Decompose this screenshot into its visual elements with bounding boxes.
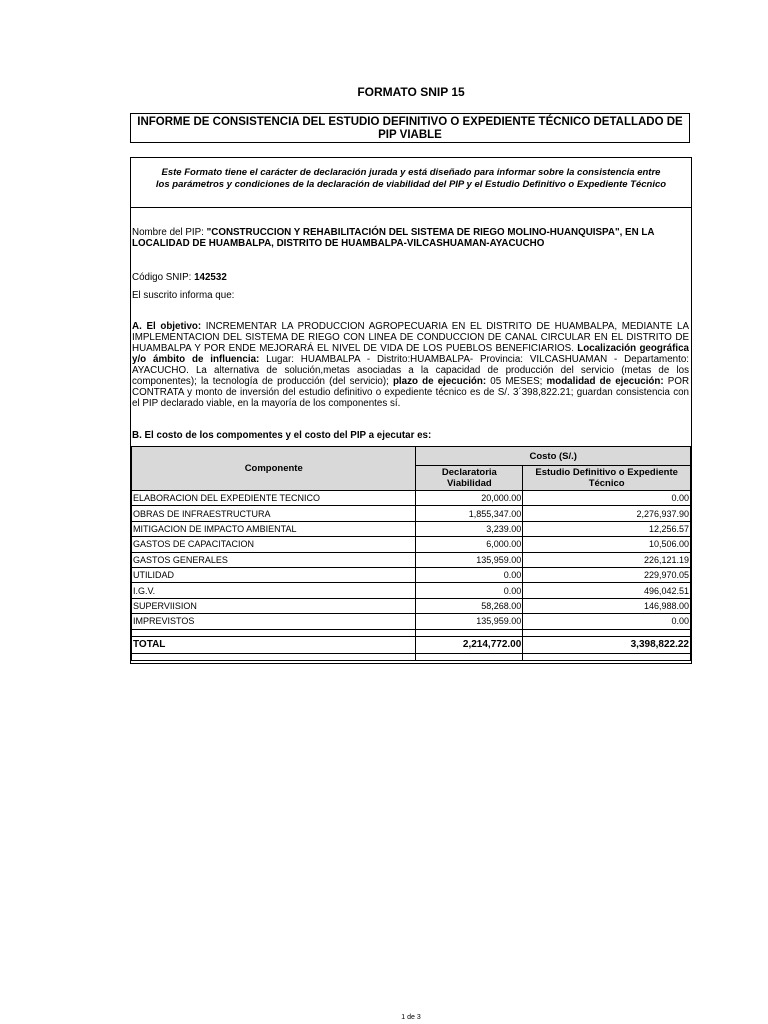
study-cell: 226,121.19 — [523, 552, 691, 567]
section-b-title: B. El costo de los compomentes y el costo del PIP a ejecutar es: — [132, 430, 432, 441]
table-row — [132, 583, 691, 598]
component-cell: I.G.V. — [132, 583, 416, 598]
study-header: Estudio Definitivo o Expediente Técnico — [523, 466, 691, 491]
total-row — [132, 636, 691, 653]
spacer-row — [132, 653, 691, 660]
viability-cell: 58,268.00 — [416, 598, 523, 613]
component-cell: ELABORACION DEL EXPEDIENTE TECNICO — [132, 491, 416, 506]
project-name-value: "CONSTRUCCION Y REHABILITACIÓN DEL SISTEMA DE RIEGO MOLINO-HUANQUISPA", EN LA LOCALIDAD DE HUAMBALPA, DISTRITO DE HUAMBALPA-VILCASHUAMAN-AYACUCHO — [132, 227, 655, 249]
empty-cell — [132, 653, 416, 660]
study-cell: 10,506.00 — [523, 537, 691, 552]
modality-text: POR CONTRATA y monto de inversión del estudio definitivo o expediente técnico es de S/. 3´398,822.21; guardan consistencia con el PIP declarado viable, en la mayoría de los componentes sí. — [132, 376, 690, 409]
empty-cell — [523, 629, 691, 636]
component-cell: UTILIDAD — [132, 567, 416, 582]
project-name-label: Nombre del PIP: — [132, 227, 207, 238]
project-name — [132, 227, 689, 249]
viability-cell: 0.00 — [416, 583, 523, 598]
table-row — [132, 614, 691, 629]
intro-line-2: los parámetros y condiciones de la declaración de viabilidad del PIP y el Estudio Definitivo o Expediente Técnico — [155, 179, 667, 190]
study-cell: 2,276,937.90 — [523, 506, 691, 521]
study-cell: 0.00 — [523, 491, 691, 506]
viability-header: Declaratoria Viabilidad — [416, 466, 523, 491]
page-number: 1 de 3 — [401, 1014, 421, 1021]
component-cell: SUPERVIISION — [132, 598, 416, 613]
viability-cell: 135,959.00 — [416, 614, 523, 629]
term-label: plazo de ejecución: — [388, 376, 487, 387]
section-a-paragraph — [132, 321, 689, 409]
component-cell: TOTAL — [132, 636, 416, 653]
snip-code-label: Código SNIP: — [132, 272, 195, 283]
intro-note — [131, 167, 691, 191]
report-title: INFORME DE CONSISTENCIA DEL ESTUDIO DEFINITIVO O EXPEDIENTE TÉCNICO DETALLADO DE PIP VIABLE — [130, 113, 690, 143]
study-cell: 229,970.05 — [523, 567, 691, 582]
study-cell: 496,042.51 — [523, 583, 691, 598]
informs-text: El suscrito informa que: — [132, 290, 235, 301]
objective-label: A. El objetivo: — [132, 321, 202, 332]
empty-cell — [416, 653, 523, 660]
empty-cell — [523, 653, 691, 660]
table-row — [132, 506, 691, 521]
component-header: Componente — [132, 447, 416, 491]
study-cell: 0.00 — [523, 614, 691, 629]
snip-code-value: 142532 — [194, 272, 227, 283]
empty-cell — [416, 629, 523, 636]
spacer-row — [132, 629, 691, 636]
viability-cell: 3,239.00 — [416, 521, 523, 536]
component-cell: IMPREVISTOS — [132, 614, 416, 629]
location-label: Localización geográfica y/o ámbito de influencia: — [132, 343, 689, 365]
empty-cell — [132, 629, 416, 636]
study-cell: 12,256.57 — [523, 521, 691, 536]
viability-cell: 135,959.00 — [416, 552, 523, 567]
divider — [130, 207, 692, 208]
table-row — [132, 491, 691, 506]
viability-cell: 6,000.00 — [416, 537, 523, 552]
viability-cell: 0.00 — [416, 567, 523, 582]
viability-cell: 2,214,772.00 — [416, 636, 523, 653]
table-row — [132, 598, 691, 613]
component-cell: OBRAS DE INFRAESTRUCTURA — [132, 506, 416, 521]
cost-table-body — [132, 491, 691, 661]
snip-code — [132, 272, 689, 283]
objective-text: INCREMENTAR LA PRODUCCION AGROPECUARIA EN EL DISTRITO DE HUAMBALPA, MEDIANTE LA IMPLEMENTACION DEL SISTEMA DE RIEGO CON LINEA DE CONDUCCION DE CANAL CIRCULAR EN EL DISTRITO DE HUAMBALPA Y POR ENDE MEJORARÁ EL NIVEL DE VIDA DE LOS PUEBLOS BENEFICIARIOS. — [132, 321, 689, 354]
component-cell: GASTOS DE CAPACITACION — [132, 537, 416, 552]
table-row — [132, 552, 691, 567]
cost-table — [131, 446, 691, 661]
format-title: FORMATO SNIP 15 — [357, 85, 465, 99]
cost-header: Costo (S/.) — [416, 447, 691, 466]
study-cell: 146,988.00 — [523, 598, 691, 613]
table-row — [132, 567, 691, 582]
intro-line-1: Este Formato tiene el carácter de declaración jurada y está diseñado para informar sobre la consistencia entre — [161, 167, 661, 178]
term-text: 05 MESES; — [486, 376, 543, 387]
component-cell: MITIGACION DE IMPACTO AMBIENTAL — [132, 521, 416, 536]
component-cell: GASTOS GENERALES — [132, 552, 416, 567]
viability-cell: 1,855,347.00 — [416, 506, 523, 521]
viability-cell: 20,000.00 — [416, 491, 523, 506]
study-cell: 3,398,822.22 — [523, 636, 691, 653]
location-text: Lugar: HUAMBALPA - Distrito:HUAMBALPA- Provincia: VILCASHUAMAN - Departamento: AYACUCHO. La alternativa de solución,metas asociadas a la capacidad de producción del servicio (metas de los componentes); la tecnología de producción (del servicio); — [132, 354, 689, 387]
table-row — [132, 537, 691, 552]
table-row — [132, 521, 691, 536]
modality-label: modalidad de ejecución: — [542, 376, 664, 387]
